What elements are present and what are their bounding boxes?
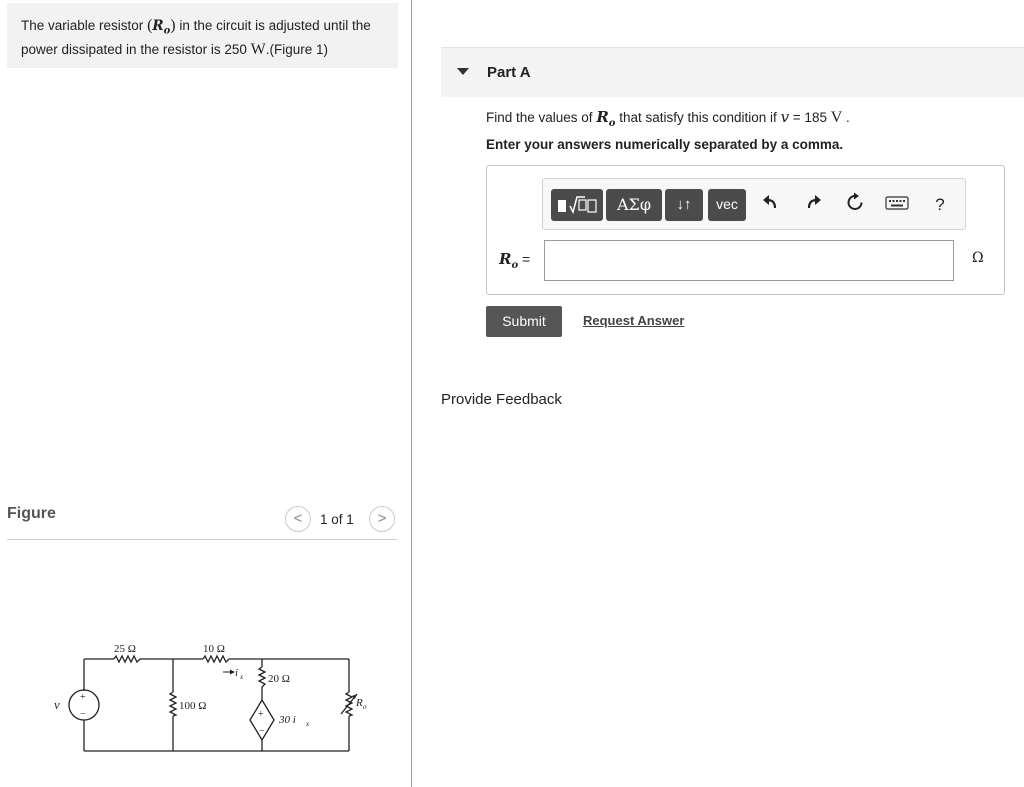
chevron-left-icon: < [293,510,303,527]
question-ro-letter: R [596,108,609,126]
r4-label: 100 Ω [179,700,207,712]
question-voltage-unit: V [830,109,843,126]
figure-link[interactable]: (Figure 1) [269,41,329,57]
resistor-10-symbol [203,656,229,662]
ro-letter: R [152,18,164,34]
problem-text-2: in the circuit is adjusted until the power dissipated in the resistor is 250 [21,18,371,57]
figure-header [7,500,397,540]
answer-label [499,250,530,271]
provide-feedback-link[interactable]: Provide Feedback [441,391,562,408]
r2-label: 10 Ω [203,643,225,655]
question-text-1: Find the values of [486,110,597,125]
redo-icon [805,193,823,211]
answer-label-letter: R [499,250,512,268]
figure-pager: 1 of 1 [320,512,354,527]
redo-button[interactable] [801,192,827,218]
r1-label: 25 Ω [114,643,136,655]
question-text [486,108,850,129]
question-ro-subscript: o [608,118,616,129]
keyboard-icon [885,195,909,211]
answer-input[interactable] [544,240,954,281]
caret-down-icon [457,68,469,75]
resistor-100-symbol [170,692,176,716]
undo-icon [761,193,779,211]
vector-button[interactable]: vec [708,189,746,221]
circuit-diagram [40,630,370,760]
power-unit: W [250,40,266,58]
previous-figure-button[interactable] [285,506,311,532]
question-text-4: . [842,110,850,125]
reset-icon [845,192,865,212]
answer-label-subscript: o [511,260,519,271]
subscript-superscript-button[interactable]: ↓↑ [665,189,703,221]
next-figure-button[interactable] [369,506,395,532]
source-label: v [54,697,60,712]
pane-divider [411,0,412,787]
chevron-right-icon: > [377,510,387,527]
greek-symbols-button[interactable]: ΑΣφ [606,189,662,221]
left-pane [0,0,411,787]
current-label: i [235,667,239,679]
reset-button[interactable] [842,192,868,218]
variable-resistor-subscript: o [363,703,367,711]
resistor-20-symbol [259,667,265,687]
variable-resistor-label: R [356,697,363,709]
problem-statement [7,3,398,68]
source-minus: − [80,709,86,720]
question-text-2: that satisfy this condition if [615,110,781,125]
ro-subscript: o [163,25,171,37]
part-a-header[interactable] [441,47,1024,97]
part-title: Part A [487,64,531,81]
help-button[interactable]: ? [935,195,945,214]
ro-variable [152,18,171,37]
answer-unit: Ω [972,250,984,266]
source-plus: + [80,692,86,703]
resistor-25-symbol [114,656,140,662]
r3-label: 20 Ω [268,673,290,685]
question-ro-variable [596,108,616,129]
template-button[interactable] [551,189,603,221]
figure-label: Figure [7,505,56,522]
answer-instruction: Enter your answers numerically separated by a comma. [486,137,844,152]
answer-label-equals: = [518,251,531,267]
problem-text-3: . [265,41,270,57]
dep-source-plus: + [258,709,264,720]
math-toolbar [542,178,966,230]
question-v-variable: v [780,108,790,126]
submit-button[interactable]: Submit [486,306,562,337]
dep-source-label: 30 i [279,714,296,726]
answer-label-variable [499,250,519,271]
current-subscript: x [240,673,244,681]
template-icon [555,192,599,218]
dep-source-minus: − [259,726,265,737]
dep-source-subscript: x [306,720,310,728]
question-text-3: = 185 [789,110,831,125]
answer-panel [486,165,1005,295]
keyboard-button[interactable] [884,192,910,218]
request-answer-link[interactable]: Request Answer [583,313,685,328]
undo-button[interactable] [757,192,783,218]
paren-open: ( [147,17,153,34]
paren-close: ) [170,17,176,34]
problem-text-1: The variable resistor [21,18,148,33]
